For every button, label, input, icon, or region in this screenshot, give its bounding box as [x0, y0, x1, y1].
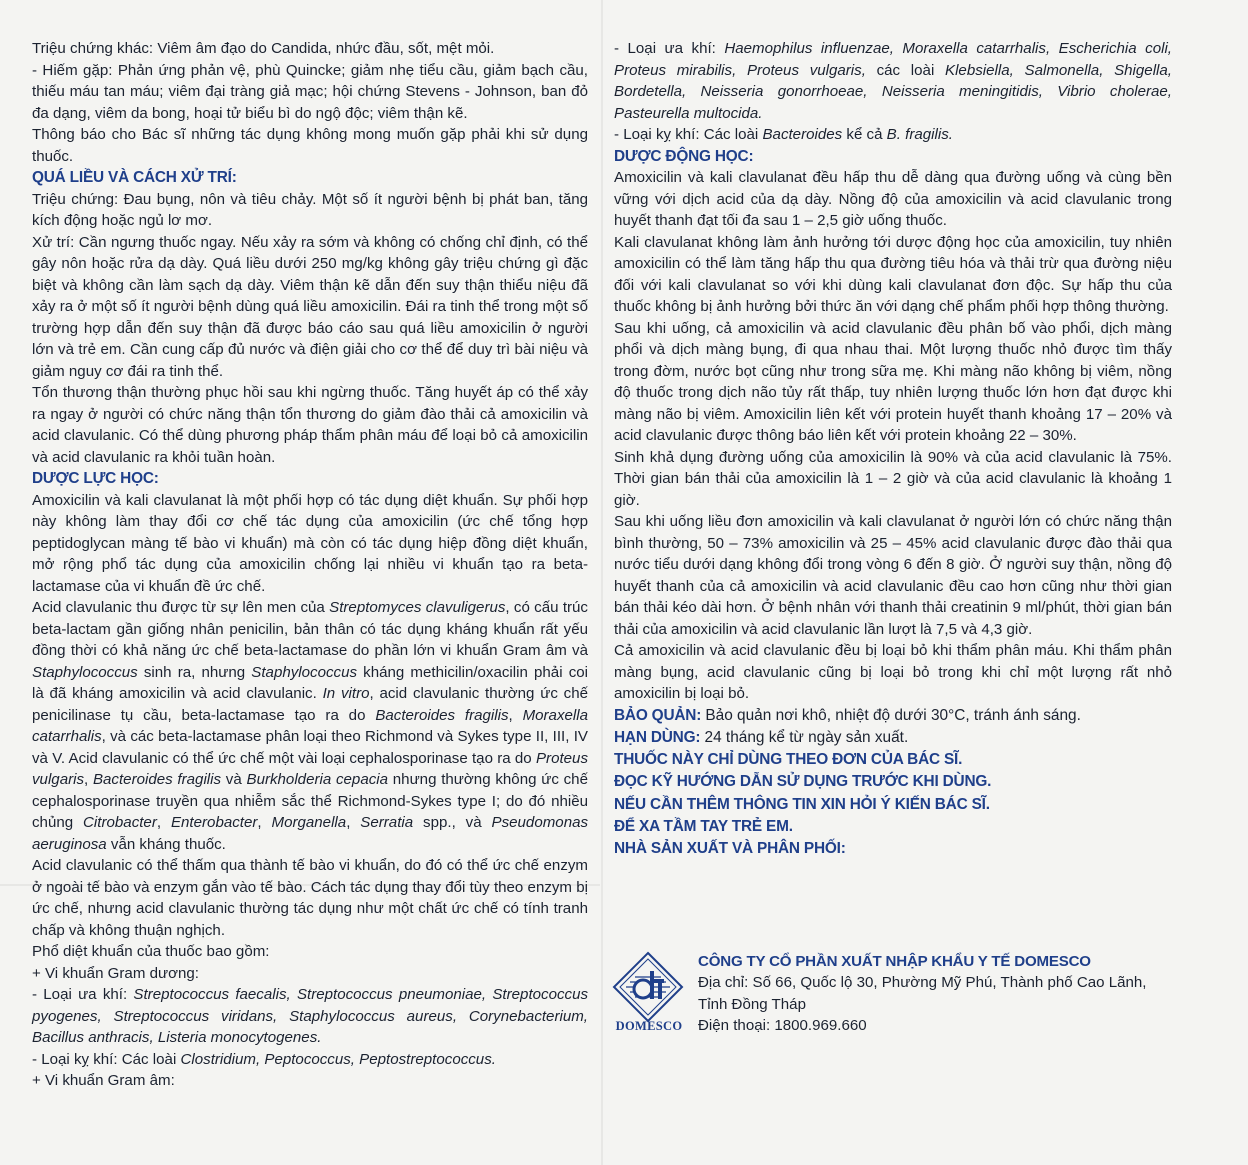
logo-wordmark: DOMESCO [615, 1019, 683, 1033]
gram-positive-aerobic: - Loại ưa khí: Streptococcus faecalis, Streptococcus pneumoniae, Streptococcus pyogenes, Streptococcus viridans, Staphylococcus aureus, Corynebacterium, Bacillus anthracis, Listeria monocytogenes. [32, 986, 589, 1046]
storage-line: BẢO QUẢN: Bảo quản nơi khô, nhiệt độ dưới 30°C, tránh ánh sáng. [614, 706, 1081, 724]
left-column [32, 38, 588, 1092]
expiry-line: HẠN DÙNG: 24 tháng kể từ ngày sản xuất. [614, 728, 909, 746]
pk-interaction: Kali clavulanat không làm ảnh hưởng tới dược động học của amoxicilin, tuy nhiên amoxicilin có thể làm tăng hấp thu qua đường tiêu hóa và thải trừ qua đường niệu đối với kali clavulanat so với khi dùng kali clavulanat đơn độc. Sự hấp thu của thuốc không bị ảnh hưởng bởi thức ăn với dạng chế phẩm phối hợp thông thường. [614, 233, 1172, 315]
overdose-kidney: Tổn thương thận thường phục hồi sau khi ngừng thuốc. Tăng huyết áp có thể xảy ra ngay ở người có chức năng thận tổn thương do giảm đào thải cả amoxicilin và acid clavulanic. Có thể dùng phương pháp thẩm phân máu để loại bỏ cả amoxicilin và acid clavulanic ra khỏi tuần hoàn. [32, 384, 588, 466]
gram-positive-anaerobic: - Loại kỵ khí: Các loài Clostridium, Peptococcus, Peptostreptococcus. [32, 1050, 496, 1068]
heading-pharmacokinetics: DƯỢC ĐỘNG HỌC: [614, 147, 754, 165]
paper-fold-vertical [601, 0, 603, 1165]
heading-overdose: QUÁ LIỀU VÀ CÁCH XỬ TRÍ: [32, 169, 237, 186]
side-effects-notice: Thông báo cho Bác sĩ những tác dụng không mong muốn gặp phải khi sử dụng thuốc. [32, 126, 588, 165]
warning-ask-doctor: NẾU CẦN THÊM THÔNG TIN XIN HỎI Ý KIẾN BÁC SĨ. [614, 795, 990, 813]
company-details [698, 951, 1178, 1036]
clavulanic-acid-paragraph: Acid clavulanic thu được từ sự lên men của Streptomyces clavuligerus, có cấu trúc beta-lactam gần giống nhân penicilin, bản thân có tác dụng kháng khuẩn rất yếu đồng thời có khả năng ức chế beta-lactamase do phần lớn vi khuẩn Gram âm và Staphylococcus sinh ra, nhưng Staphylococcus kháng methicilin/oxacilin phải coi là đã kháng amoxicilin và acid clavulanic. In vitro, acid clavulanic thường ức chế penicilinase tụ cầu, beta-lactamase tạo ra do Bacteroides fragilis, Moraxella catarrhalis, và các beta-lactamase phân loại theo Richmond và Sykes type II, III, IV và V. Acid clavulanic có thể ức chế một vài loại cephalosporinase tạo ra do Proteus vulgaris, Bacteroides fragilis và Burkholderia cepacia nhưng thường không ức chế cephalosporinase truyền qua nhiễm sắc thể Richmond-Sykes type I; do đó nhiều chủng Citrobacter, Enterobacter, Morganella, Serratia spp., và Pseudomonas aeruginosa vẫn kháng thuốc. [32, 599, 589, 853]
pk-bioavailability: Sinh khả dụng đường uống của amoxicilin là 90% và của acid clavulanic là 75%. Thời gian bán thải của amoxicilin là 1 – 2 giờ và của acid clavulanic là khoảng 1 giờ. [614, 448, 1172, 509]
company-address-line1: Địa chỉ: Số 66, Quốc lộ 30, Phường Mỹ Phú, Thành phố Cao Lãnh, [698, 974, 1147, 992]
right-column [614, 38, 1172, 861]
manufacturer-heading: NHÀ SẢN XUẤT VÀ PHÂN PHỐI: [614, 840, 846, 858]
pk-absorption: Amoxicilin và kali clavulanat đều hấp thu dễ dàng qua đường uống và cùng bền vững với dịch acid của dạ dày. Nồng độ của amoxicilin và acid clavulanic trong huyết thanh đạt tối đa sau 1 – 2,5 giờ uống thuốc. [614, 169, 1172, 229]
heading-pharmacodynamics: DƯỢC LỰC HỌC: [32, 470, 159, 487]
spectrum-intro: Phổ diệt khuẩn của thuốc bao gồm: [32, 943, 270, 960]
gram-negative-heading: + Vi khuẩn Gram âm: [32, 1072, 175, 1089]
pk-elimination: Sau khi uống liều đơn amoxicilin và kali clavulanat ở người lớn có chức năng thận bình thường, 50 – 73% amoxicilin và 25 – 45% acid clavulanic được đào thải qua nước tiểu dưới dạng không đổi trong vòng 6 đến 8 giờ. Ở người suy thận, nồng độ huyết thanh của cả amoxicilin và acid clavulanic đều cao hơn cũng như thời gian bán thải kéo dài hơn. Ở bệnh nhân với thanh thải creatinin 9 ml/phút, thời gian bán thải của amoxicilin và acid clavulanic lần lượt là 7,5 và 4,3 giờ. [614, 513, 1172, 638]
side-effects-other: Triệu chứng khác: Viêm âm đạo do Candida, nhức đầu, sốt, mệt mỏi. [32, 40, 495, 57]
pk-distribution: Sau khi uống, cả amoxicilin và acid clavulanic đều phân bố vào phổi, dịch màng phổi và dịch màng bụng, đi qua nhau thai. Một lượng thuốc nhỏ được tìm thấy trong đờm, nước bọt cũng như trong sữa mẹ. Khi màng não không bị viêm, nồng độ thuốc trong dịch não tủy rất thấp, tuy nhiên lượng thuốc lớn hơn đạt được khi màng não bị viêm. Amoxicilin liên kết với protein huyết thanh khoảng 17 – 20% và acid clavulanic được thông báo liên kết với protein khoảng 22 – 30%. [614, 319, 1172, 444]
gram-negative-aerobic: - Loại ưa khí: Haemophilus influenzae, Moraxella catarrhalis, Escherichia coli, Proteus mirabilis, Proteus vulgaris, các loài Klebsiella, Salmonella, Shigella, Bordetella, Neisseria gonorrhoeae, Neisseria meningitidis, Vibrio cholerae, Pasteurella multocida. [614, 40, 1172, 122]
pharmacodynamics-intro: Amoxicilin và kali clavulanat là một phối hợp có tác dụng diệt khuẩn. Sự phối hợp này không làm thay đổi cơ chế tác dụng của amoxicilin (ức chế tổng hợp peptidoglycan màng tế bào vi khuẩn) mà còn có tác dụng hiệp đồng diệt khuẩn, mở rộng phổ tác dụng của amoxicilin chống lại nhiều vi khuẩn tạo ra beta-lactamase của vi khuẩn đề ức chế. [32, 491, 588, 595]
gram-negative-anaerobic: - Loại kỵ khí: Các loài Bacteroides kể cả B. fragilis. [614, 126, 953, 143]
company-address-line2: Tỉnh Đồng Tháp [698, 995, 806, 1013]
company-name: CÔNG TY CỔ PHẦN XUẤT NHẬP KHẨU Y TẾ DOMESCO [698, 953, 1091, 970]
company-phone: Điện thoại: 1800.969.660 [698, 1016, 867, 1034]
overdose-symptoms: Triệu chứng: Đau bụng, nôn và tiêu chảy. Một số ít người bệnh bị phát ban, tăng kích động hoặc ngủ lơ mơ. [32, 190, 588, 229]
warning-children: ĐỂ XA TẦM TAY TRẺ EM. [614, 817, 793, 835]
company-block [608, 945, 1188, 1045]
warning-prescription: THUỐC NÀY CHỈ DÙNG THEO ĐƠN CỦA BÁC SĨ. [614, 751, 963, 769]
side-effects-rare: - Hiếm gặp: Phản ứng phản vệ, phù Quincke; giảm nhẹ tiểu cầu, giảm bạch cầu, thiếu máu tan máu; viêm đại tràng giả mạc; hội chứng Stevens - Johnson, ban đỏ đa dạng, viêm da bong, hoại tử biểu bì do ngộ độc; viêm thận kẽ. [32, 61, 588, 122]
pk-dialysis: Cả amoxicilin và acid clavulanic đều bị loại bỏ khi thẩm phân máu. Khi thẩm phân màng bụng, acid clavulanic cũng bị loại bỏ trong khi chỉ một lượng rất nhỏ amoxicilin bị loại bỏ. [614, 642, 1172, 702]
clavulanic-mechanism: Acid clavulanic có thể thấm qua thành tế bào vi khuẩn, do đó có thể ức chế enzym ở ngoài tế bào và enzym gắn vào tế bào. Cách tác dụng thay đổi tùy theo enzym bị ức chế, nhưng acid clavulanic thường tác dụng như một chất ức chế có tính tranh chấp và không thuận nghịch. [32, 857, 588, 939]
warning-read-instructions: ĐỌC KỸ HƯỚNG DẪN SỬ DỤNG TRƯỚC KHI DÙNG. [614, 773, 992, 791]
gram-positive-heading: + Vi khuẩn Gram dương: [32, 964, 199, 982]
overdose-treatment: Xử trí: Cần ngưng thuốc ngay. Nếu xảy ra sớm và không có chống chỉ định, có thể gây nôn hoặc rửa dạ dày. Quá liều dưới 250 mg/kg không gây triệu chứng gì đặc biệt và không cần làm sạch dạ dày. Viêm thận kẽ dẫn đến suy thận thiểu niệu đã xảy ra ở một số ít người bệnh dùng quá liều amoxicilin. Đái ra tinh thể trong một số trường hợp dẫn đến suy thận đã được báo cáo sau quá liều amoxicilin ở người lớn và trẻ em. Cần cung cấp đủ nước và điện giải cho cơ thể để duy trì bài niệu và giảm nguy cơ đái ra tinh thể. [32, 233, 588, 380]
